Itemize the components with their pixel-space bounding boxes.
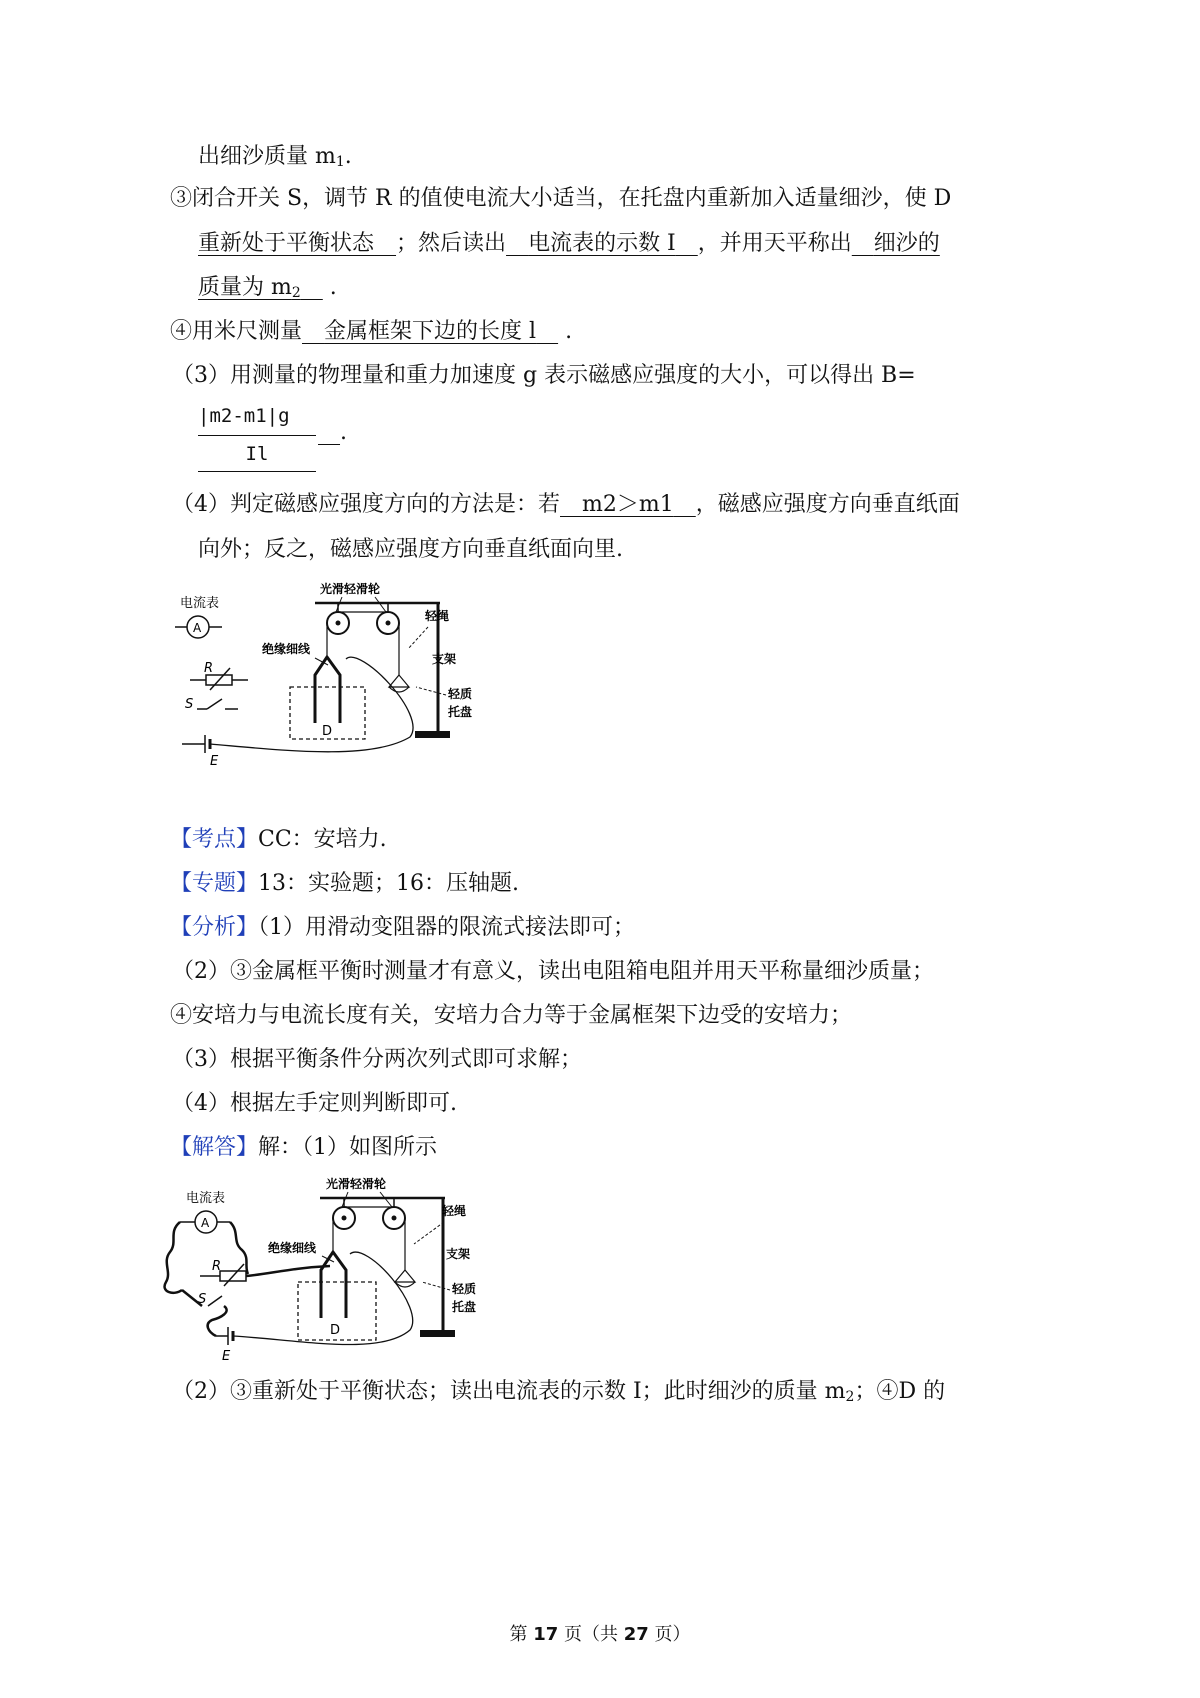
kaodian-line: 【考点】CC：安培力. (170, 827, 387, 852)
label-tray-1: 轻质 (452, 1282, 477, 1296)
label-battery: E (222, 1349, 231, 1364)
svg-text:A: A (193, 621, 202, 635)
fenxi-line5: （4）根据左手定则判断即可. (172, 1091, 457, 1116)
zhuanti-line: 【专题】13：实验题；16：压轴题. (170, 871, 519, 896)
zhuanti-tag: 【专题】 (170, 871, 259, 896)
wire-ammeter-rheostat (230, 1222, 248, 1274)
label-battery: E (210, 754, 219, 769)
fenxi-line3: ④安培力与电流长度有关，安培力合力等于金属框架下边受的安培力； (170, 1003, 853, 1028)
label-rope: 轻绳 (425, 609, 450, 623)
label-stand: 支架 (432, 652, 457, 666)
label-frame: D (322, 724, 333, 739)
fraction-underline (198, 471, 316, 472)
label-ammeter: 电流表 (180, 596, 220, 611)
page-footer: 第 17 页（共 27 页） (509, 1624, 691, 1645)
step3-line1: ③闭合开关 S，调节 R 的值使电流大小适当，在托盘内重新加入适量细沙，使 D (170, 186, 952, 211)
label-switch: S (198, 1292, 207, 1307)
label-switch: S (185, 697, 194, 712)
switch-icon (208, 1296, 222, 1306)
label-resistor: R (204, 661, 214, 676)
blank-sand-mass-a: 细沙的 (873, 231, 940, 256)
kaodian-tag: 【考点】 (170, 827, 259, 852)
formula-numerator: |m2-m1|g (198, 405, 290, 427)
stand-base (415, 731, 450, 738)
blank-mass-compare: m2＞m1 (582, 492, 674, 517)
fraction-bar (198, 435, 316, 436)
label-tray-2: 托盘 (452, 1300, 477, 1314)
label-pulley: 光滑轻滑轮 (326, 1177, 387, 1191)
answer-2-line: （2）③重新处于平衡状态；读出电流表的示数 I；此时细沙的质量 $m_2$；④D 的 (172, 1379, 946, 1405)
blank-sand-mass-b: 质量为 $m_2$ (198, 275, 301, 301)
step3-line3: 质量为 $m_2$ . (198, 275, 337, 301)
fenxi-line4: （3）根据平衡条件分两次列式即可求解； (172, 1047, 582, 1072)
wire-switch-battery (208, 1306, 227, 1336)
label-frame: D (330, 1323, 341, 1338)
step3-line2: 重新处于平衡状态 ；然后读出 电流表的示数 I ，并用天平称出 细沙的 (198, 231, 940, 256)
blank-balance: 重新处于平衡状态 (198, 231, 375, 256)
tray-icon (389, 675, 409, 687)
label-pulley: 光滑轻滑轮 (320, 582, 381, 596)
label-resistor: R (212, 1259, 222, 1274)
lead-wire (210, 657, 413, 752)
q4-line2: 向外；反之，磁感应强度方向垂直纸面向里. (198, 537, 623, 562)
blank-ammeter: 电流表的示数 I (528, 231, 676, 256)
label-thread: 绝缘细线 (268, 1241, 317, 1255)
switch-icon (207, 699, 222, 709)
page-number: 17 (533, 1624, 559, 1645)
b-formula: |m2-m1|g Il . (198, 405, 358, 475)
label-thread: 绝缘细线 (262, 642, 311, 656)
fenxi-line1: 【分析】（1）用滑动变阻器的限流式接法即可； (170, 915, 636, 940)
wire-left (165, 1222, 182, 1293)
wire-rheostat-frame (246, 1266, 330, 1276)
label-stand: 支架 (446, 1247, 471, 1261)
experiment-diagram-2 (160, 1170, 505, 1365)
experiment-diagram-1 (170, 575, 500, 770)
page-total: 27 (623, 1624, 649, 1645)
label-ammeter: 电流表 (186, 1191, 226, 1206)
tray-icon (395, 1270, 415, 1282)
jieda-tag: 【解答】 (170, 1135, 259, 1160)
blank-length: 金属框架下边的长度 l (324, 319, 537, 344)
q3-line: （3）用测量的物理量和重力加速度 g 表示磁感应强度的大小，可以得出 B= (172, 363, 916, 388)
fenxi-tag: 【分析】 (170, 915, 259, 940)
stand-base (420, 1330, 455, 1337)
label-tray-1: 轻质 (448, 687, 473, 701)
label-tray-2: 托盘 (448, 705, 473, 719)
svg-text:A: A (201, 1216, 210, 1230)
formula-denominator: Il (245, 443, 269, 465)
metal-frame-d (315, 657, 340, 723)
step-prev-line: 出细沙质量 $m_1$. (198, 144, 352, 170)
fenxi-line2: （2）③金属框平衡时测量才有意义，读出电阻箱电阻并用天平称量细沙质量； (172, 959, 934, 984)
q4-line1: （4）判定磁感应强度方向的方法是：若 m2＞m1 ，磁感应强度方向垂直纸面 (172, 492, 960, 517)
step4-line: ④用米尺测量 金属框架下边的长度 l . (170, 319, 573, 344)
jieda-line: 【解答】解：（1）如图所示 (170, 1135, 438, 1160)
label-rope: 轻绳 (442, 1204, 467, 1218)
